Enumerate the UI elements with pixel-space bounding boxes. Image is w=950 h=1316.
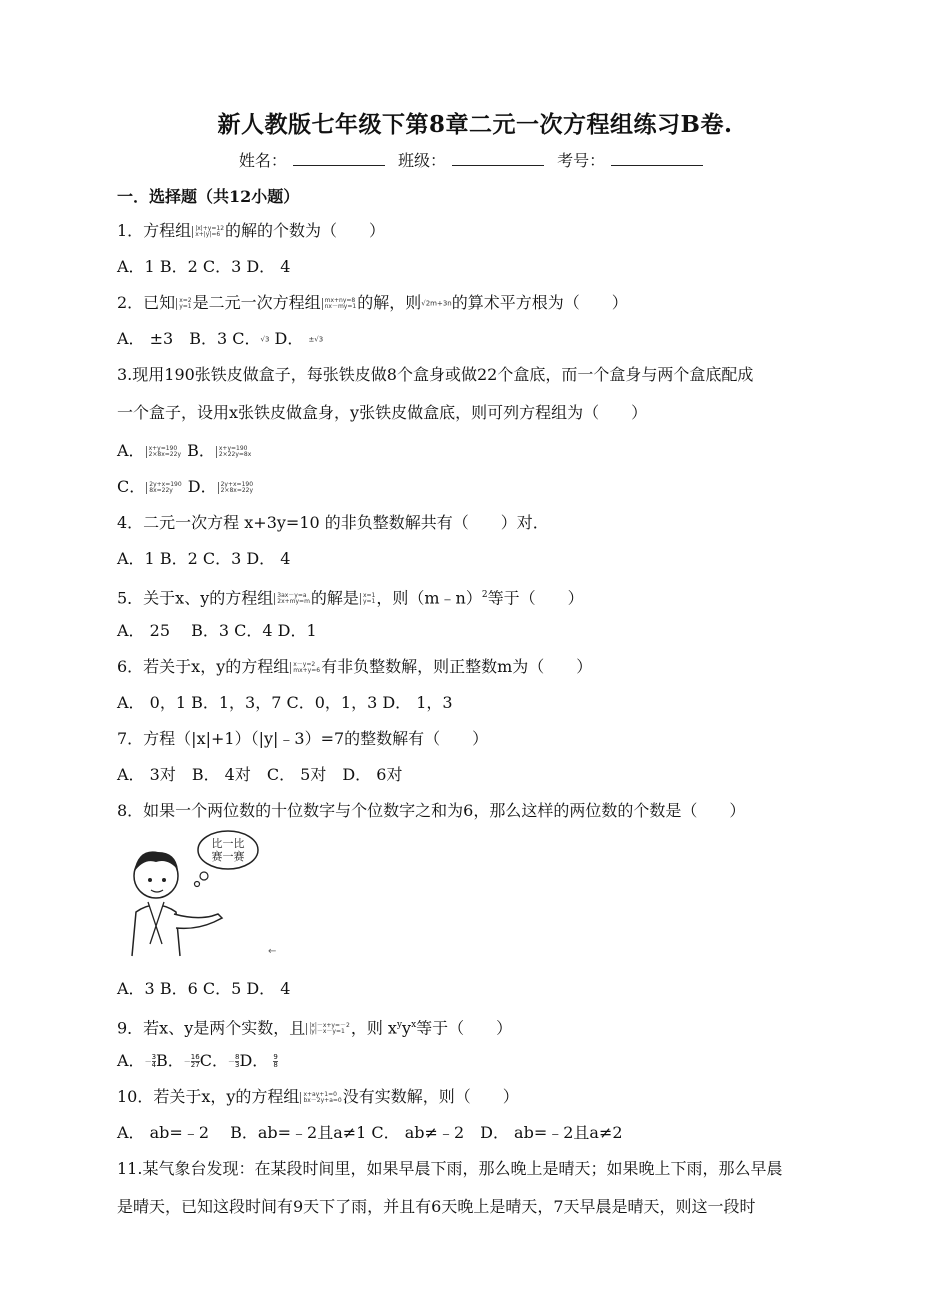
question-4: 4．二元一次方程 x+3y=10 的非负整数解共有（ ）对． [117, 513, 549, 532]
question-7-options: A． 3对 B． 4对 C． 5对 D． 6对 [117, 765, 403, 784]
question-8-options: A．3 B．6 C．5 D． 4 [117, 979, 291, 998]
bubble-text-1: 比一比 [211, 837, 245, 850]
fraction: $\frac{9}{8}$ [273, 1053, 278, 1069]
svg-text:←: ← [268, 946, 277, 957]
question-1: 1．方程组 |x|+y=12 x+|y|=6 的解的个数为（ ） [117, 221, 386, 240]
fraction: $\frac{8}{3}$ [234, 1053, 240, 1069]
question-11-line-1: 11.某气象台发现：在某段时间里，如果早晨下雨，那么晚上是晴天；如果晚上下雨，那么早晨 [117, 1159, 783, 1178]
equation-system: x－y=2 mx+y=6 [290, 662, 320, 674]
equation-system: x+ay+1=0 bx－2y+a=0 [300, 1092, 341, 1104]
question-3-line-1: 3.现用190张铁皮做盒子，每张铁皮做8个盒身或做22个盒底，而一个盒身与两个盒底配成 [117, 365, 754, 384]
equation-system: |x|－x+y=－2 |y|－x－y=1 [306, 1023, 350, 1035]
boy-cartoon-image [118, 828, 278, 958]
class-blank[interactable] [452, 151, 544, 166]
page-title: 新人教版七年级下第8章二元一次方程组练习B卷. [217, 111, 733, 138]
question-3-line-2: 一个盒子，设用x张铁皮做盒身，y张铁皮做盒底，则可列方程组为（ ） [117, 403, 648, 422]
equation-system: 2y+x=190 2×8x=22y [218, 482, 253, 494]
section-heading: 一．选择题（共12小题） [117, 187, 300, 206]
question-1-options: A．1 B．2 C．3 D． 4 [117, 257, 291, 276]
question-2: 2．已知 x=2 y=1 是二元一次方程组 mx+ny=8 nx－my=1 的解，则√2m+3n的算术平方根为（ ） [117, 293, 628, 312]
radical-expression: √2m+3n [421, 299, 452, 308]
equation-system: x=1 y=1 [360, 593, 375, 605]
equation-system: 2y+x=190 8x=22y [146, 482, 181, 494]
equation-system: 3ax－y=a 2x+my=m [274, 593, 310, 605]
question-9: 9．若x、y是两个实数，且 |x|－x+y=－2 |y|－x－y=1 ，则 $x^yy^x$等于（ ） [117, 1018, 513, 1038]
question-7: 7．方程（|x|+1）（|y|﹣3）=7的整数解有（ ） [117, 729, 489, 748]
equation-system: mx+ny=8 nx－my=1 [322, 298, 357, 310]
equation-system: x=2 y=1 [176, 298, 191, 310]
name-blank[interactable] [293, 151, 385, 166]
class-label: 班级： [397, 151, 446, 170]
exam-blank[interactable] [611, 151, 703, 166]
question-9-options: A．－ $\frac{3}{4}$ B．－ $\frac{16}{27}$ C．－ $\frac{8}{3}$ D． $\frac{9}{8}$ [117, 1051, 278, 1070]
fraction: $\frac{3}{4}$ [151, 1053, 157, 1069]
question-4-options: A．1 B．2 C．3 D． 4 [117, 549, 291, 568]
student-info [0, 148, 950, 171]
question-10-options: A． ab=﹣2 B．ab=﹣2且a≠1 C． ab≠﹣2 D． ab=﹣2且a≠2 [117, 1123, 623, 1142]
fraction: $\frac{16}{27}$ [190, 1053, 200, 1069]
question-6: 6．若关于x，y的方程组 x－y=2 mx+y=6 有非负整数解，则正整数m为（ ） [117, 657, 593, 676]
question-6-options: A． 0，1 B．1，3，7 C．0，1，3 D． 1，3 [117, 693, 453, 712]
equation-system: x+y=190 2×22y=8x [216, 446, 251, 458]
bubble-text-2: 赛一赛 [211, 850, 245, 863]
question-2-options: A． ±3 B．3 C．√3 D． ±√3 [117, 329, 324, 348]
question-8: 8．如果一个两位数的十位数字与个位数字之和为6，那么这样的两位数的个数是（ ） [117, 801, 746, 820]
equation-system: x+y=190 2×8x=22y [146, 446, 181, 458]
name-label: 姓名： [238, 151, 287, 170]
question-3-options-cd: C． 2y+x=190 8x=22y D． 2y+x=190 2×8x=22y [117, 477, 254, 496]
equation-system: |x|+y=12 x+|y|=6 [192, 226, 224, 238]
exam-label: 考号： [557, 151, 606, 170]
question-11-line-2: 是晴天，已知这段时间有9天下了雨，并且有6天晚上是晴天，7天早晨是晴天，则这一段时 [117, 1197, 756, 1216]
question-5: 5．关于x、y的方程组 3ax－y=a 2x+my=m 的解是 x=1 y=1 ，则（m﹣n）$^2$等于（ ） [117, 588, 584, 608]
question-10: 10．若关于x，y的方程组 x+ay+1=0 bx－2y+a=0 没有实数解，则（ ） [117, 1087, 519, 1106]
question-3-options-ab: A． x+y=190 2×8x=22y B． x+y=190 2×22y=8x [117, 441, 252, 460]
question-5-options: A． 25 B．3 C．4 D．1 [117, 621, 317, 640]
